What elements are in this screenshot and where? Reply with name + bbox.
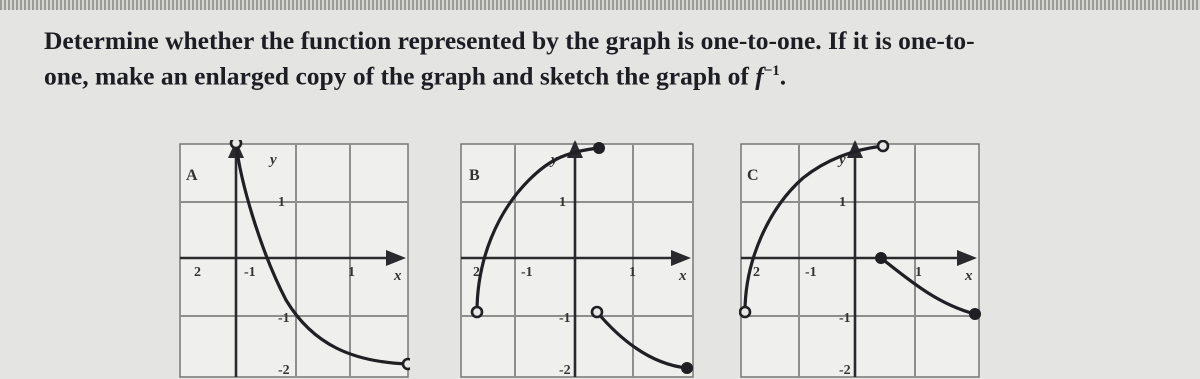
graph-c-tick-y-2: -2	[839, 363, 851, 378]
graph-c-open-endpoint-left	[740, 307, 750, 317]
graph-a-svg	[178, 140, 410, 379]
graph-b-y-label: y	[551, 152, 558, 168]
graph-c-letter: C	[747, 167, 759, 184]
graph-a-open-endpoint	[231, 140, 241, 148]
graph-c-tick-x-0: 2	[753, 265, 760, 280]
graph-b-closed-endpoint-right	[682, 363, 692, 373]
graph-b	[459, 140, 695, 379]
graph-a-y-label: y	[270, 152, 277, 168]
graph-a-x-label: x	[394, 268, 402, 284]
graph-a-open-endpoint-right	[403, 359, 410, 369]
graph-a-tick-x-2: 1	[348, 265, 355, 280]
graph-b-open-endpoint-left	[472, 307, 482, 317]
graph-c-tick-x-1: -1	[805, 265, 817, 280]
problem-line-2: one, make an enlarged copy of the graph and sketch the graph of	[44, 61, 756, 91]
graph-c-y-label: y	[839, 152, 846, 168]
graph-a-tick-x-1: -1	[244, 265, 256, 280]
graph-b-tick-y-0: 1	[559, 195, 566, 210]
graph-c	[739, 140, 981, 379]
graph-c-closed-point-mid	[876, 253, 886, 263]
graph-c-closed-endpoint-right	[970, 309, 980, 319]
graph-b-open-endpoint-mid	[592, 307, 602, 317]
graph-b-tick-y-1: -1	[559, 311, 571, 326]
graph-a	[178, 140, 410, 379]
graph-c-x-label: x	[965, 268, 973, 284]
screen-edge-strip	[0, 0, 1200, 10]
graph-a-letter: A	[186, 167, 198, 184]
graph-a-tick-x-0: 2	[194, 265, 201, 280]
graph-a-tick-y-2: -2	[278, 363, 290, 378]
graph-a-tick-y-0: 1	[278, 195, 285, 210]
graph-b-svg	[459, 140, 695, 379]
graph-b-x-label: x	[679, 268, 687, 284]
graph-b-tick-x-1: -1	[521, 265, 533, 280]
problem-line-1: Determine whether the function represented by the graph is one-to-one. If it is one-to-	[44, 26, 975, 55]
period: .	[779, 61, 787, 91]
inverse-superscript: −1	[763, 63, 780, 79]
graph-b-frame	[461, 144, 693, 377]
graph-b-tick-x-0: 2	[473, 265, 480, 280]
graph-c-tick-y-0: 1	[839, 195, 846, 210]
graph-c-frame	[741, 144, 979, 377]
graph-a-frame	[180, 144, 408, 377]
graph-c-tick-y-1: -1	[839, 311, 851, 326]
graph-b-tick-y-2: -2	[559, 363, 571, 378]
graph-c-svg	[739, 140, 981, 379]
graph-c-tick-x-2: 1	[915, 265, 922, 280]
graph-b-letter: B	[469, 167, 480, 184]
graph-c-open-endpoint-top	[878, 141, 888, 151]
graph-b-tick-x-2: 1	[629, 265, 636, 280]
graph-b-closed-endpoint-top	[594, 143, 604, 153]
graph-a-tick-y-1: -1	[278, 311, 290, 326]
function-symbol: f	[755, 61, 764, 91]
problem-statement	[44, 26, 1174, 92]
